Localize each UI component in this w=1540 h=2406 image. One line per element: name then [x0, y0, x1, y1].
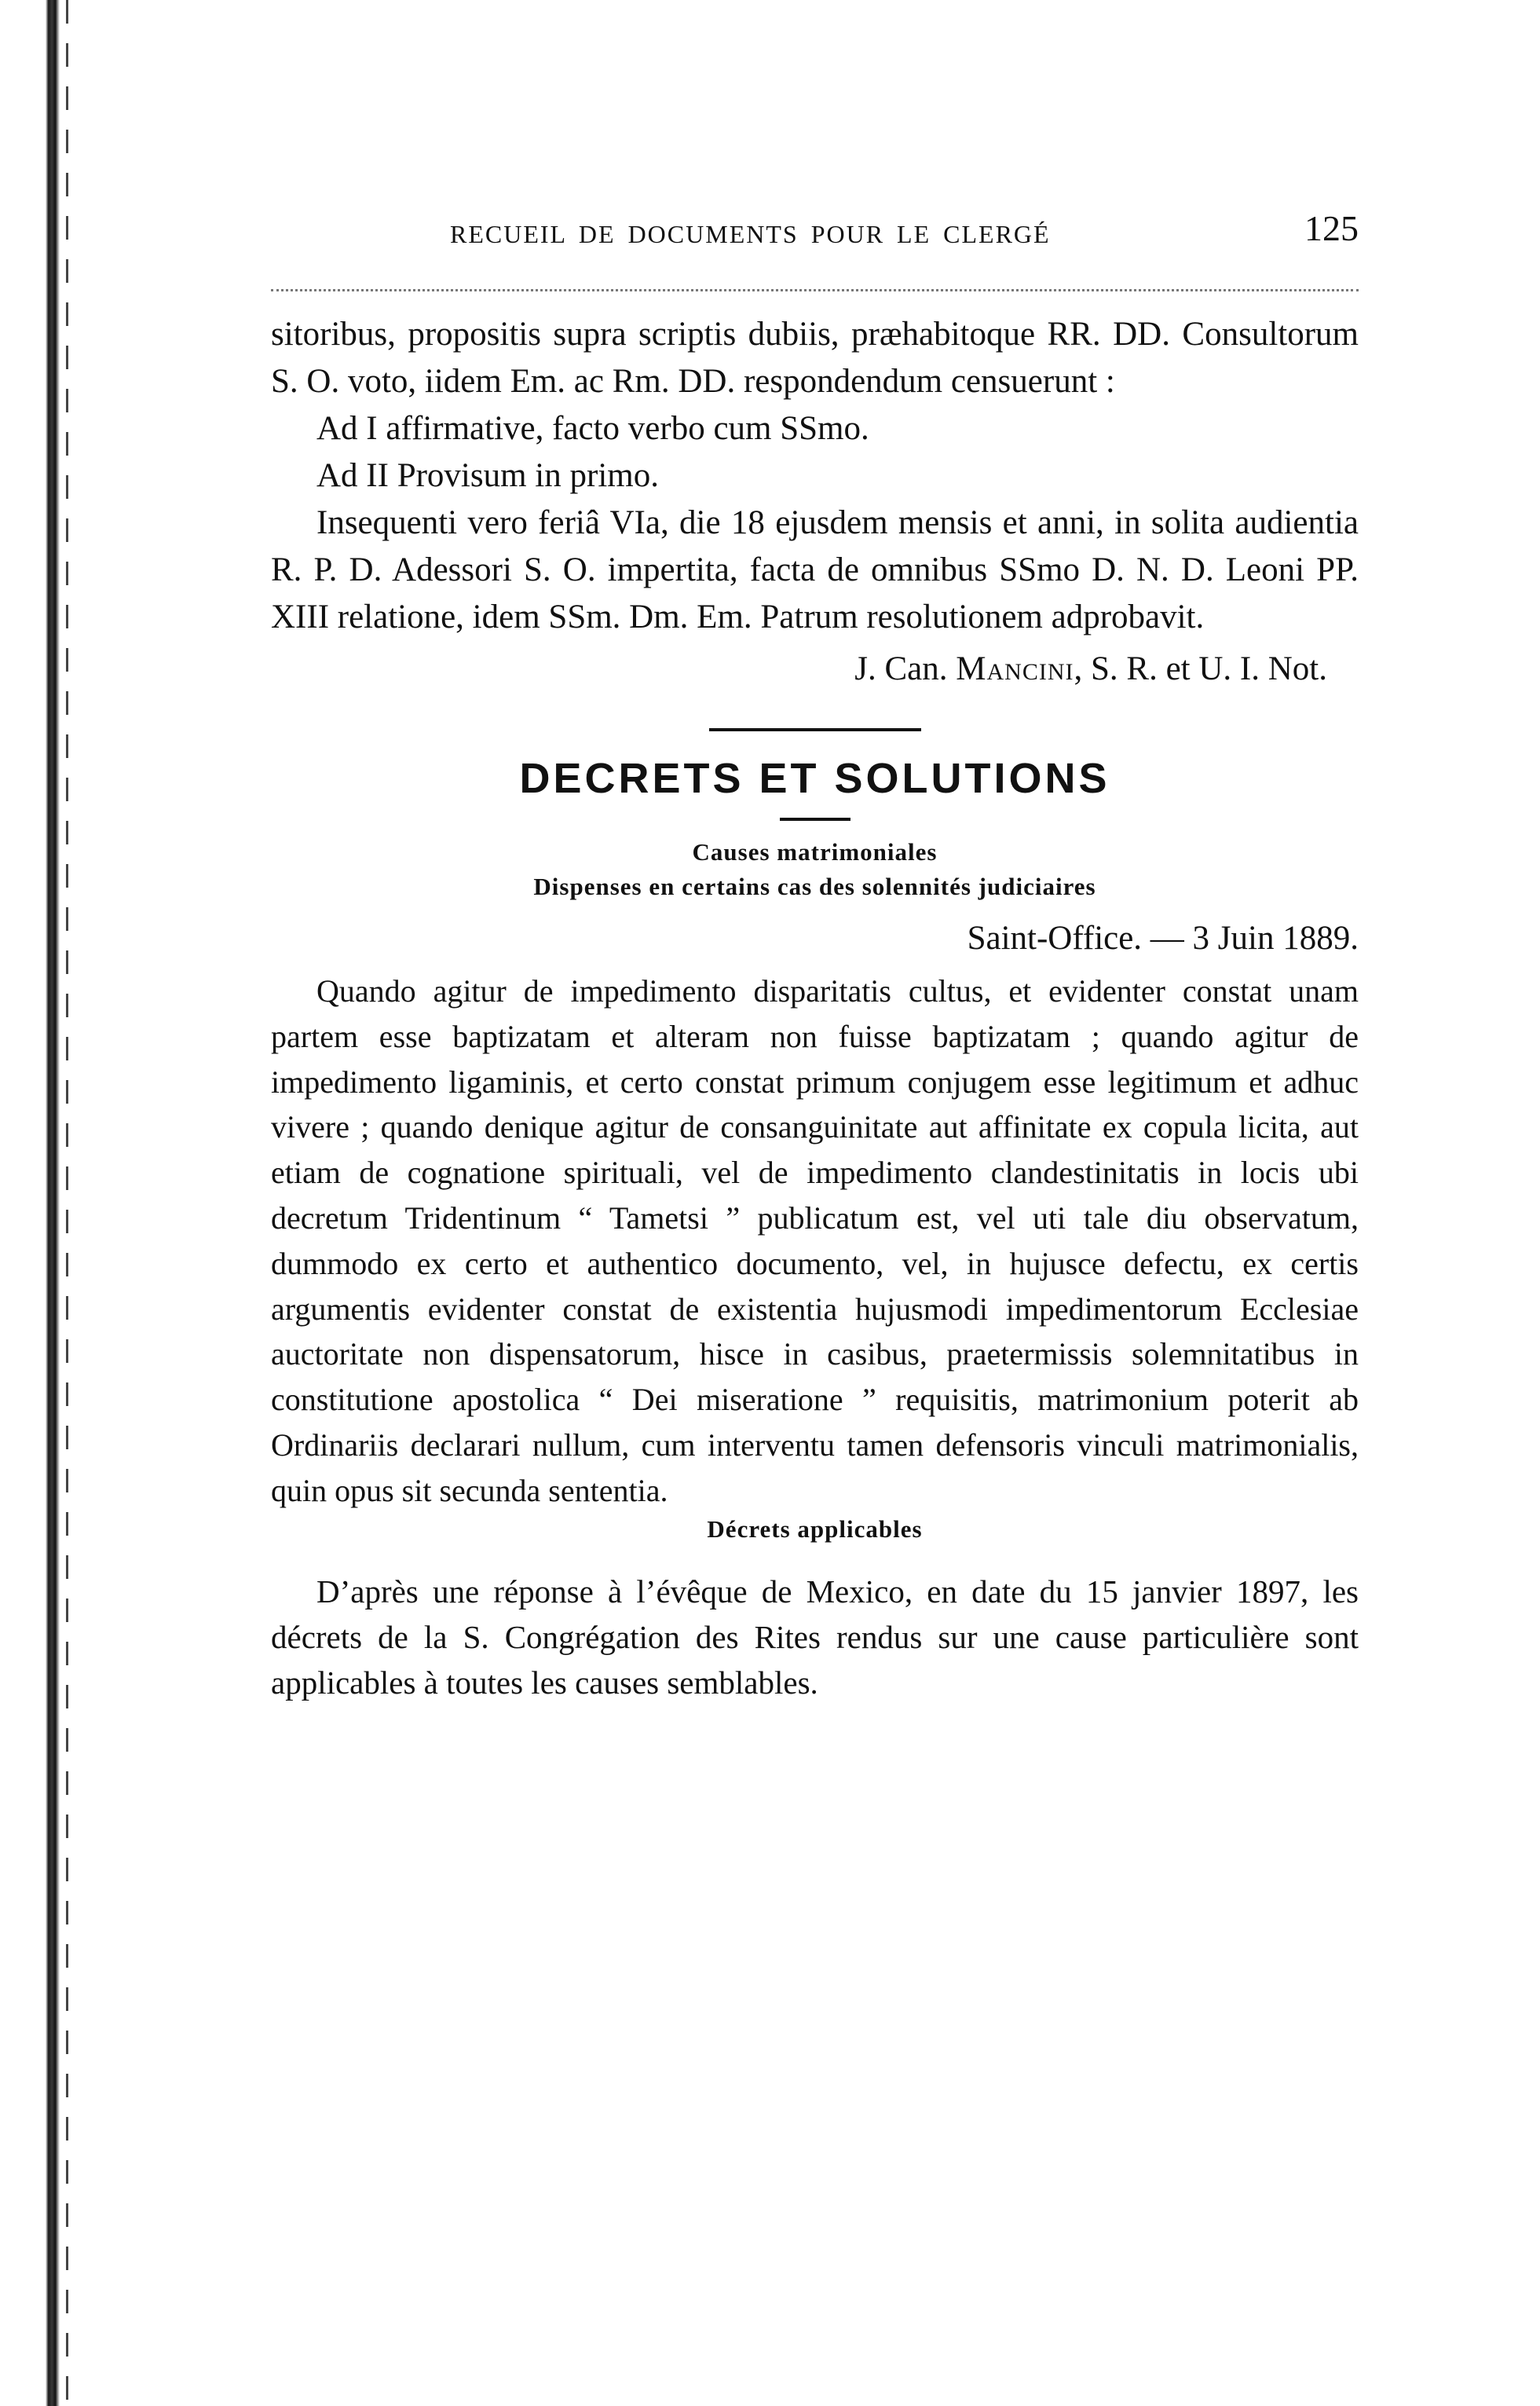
page [271, 196, 1359, 1705]
book-binding-edge [46, 0, 60, 2406]
page-number: 125 [1304, 208, 1359, 248]
signature-suffix: , S. R. et U. I. Not. [1074, 650, 1327, 687]
title-underline [780, 818, 850, 821]
signature [271, 646, 1359, 693]
running-title: RECUEIL DE DOCUMENTS POUR LE CLERGÉ [450, 220, 1051, 248]
signature-name: Mancini [956, 650, 1074, 687]
body-text [271, 311, 1359, 1705]
dateline: Saint-Office. — 3 Juin 1889. [967, 920, 1359, 957]
page-header [271, 196, 1359, 251]
subheading-dispenses: Dispenses en certains cas des solennités judiciaires [533, 873, 1096, 900]
paragraph-insequenti: Insequenti vero feriâ VIa, die 18 ejusdem mensis et anni, in solita audientia R. P. D. Adessori S. O. impertita, facta de omnibus SSmo D. N. D. Leoni PP. XIII relatione, idem SSm. Dm. Em. Patrum resolutionem adprobavit. [271, 504, 1359, 635]
header-rule [271, 289, 1359, 291]
paragraph-continuation: sitoribus, propositis supra scriptis dubiis, præhabitoque RR. DD. Consultorum S. O. voto, iidem Em. ac Rm. DD. respondendum censuerunt : [271, 316, 1359, 400]
binding-shadow [66, 0, 68, 2406]
subheading-causes: Causes matrimoniales [692, 838, 938, 866]
paragraph-quando: Quando agitur de impedimento disparitatis cultus, et evidenter constat unam partem esse baptizatam et alteram non fuisse baptizatam ; quando agitur de impedimento ligaminis, et certo constat primum conjugem esse legitimum et adhuc vivere ; quando denique agitur de consanguinitate aut affinitate ex copula licita, aut etiam de cognatione spirituali, vel de impedimento clandestinitatis in locis ubi decretum Tridentinum “ Tametsi ” publicatum est, vel uti tale diu observatum, dummodo ex certo et authentico documento, vel, in hujusce defectu, ex certis argumentis evidenter constat de existentia hujusmodi impedimentorum Ecclesiae auctoritate non dispensatorum, hisce in casibus, praetermissis solemnitatibus in constitutione apostolica “ Dei miseratione ” requisitis, matrimonium poterit ab Ordinariis declarari nullum, cum interventu tamen defensoris vinculi matrimonialis, quin opus sit secunda sententia. [271, 973, 1359, 1508]
paragraph-apres: D’après une réponse à l’évêque de Mexico, en date du 15 janvier 1897, les décrets de la S. Congrégation des Rites rendus sur une cause particulière sont applicables à toutes les causes semblables. [271, 1573, 1359, 1701]
section-title: DECRETS ET SOLUTIONS [519, 755, 1110, 802]
signature-prefix: J. Can. [854, 650, 948, 687]
answer-ad-2: Ad II Provisum in primo. [316, 457, 659, 494]
subheading-decrets: Décrets applicables [707, 1514, 923, 1543]
section-divider [709, 728, 921, 731]
answer-ad-1: Ad I affirmative, facto verbo cum SSmo. [316, 410, 869, 447]
